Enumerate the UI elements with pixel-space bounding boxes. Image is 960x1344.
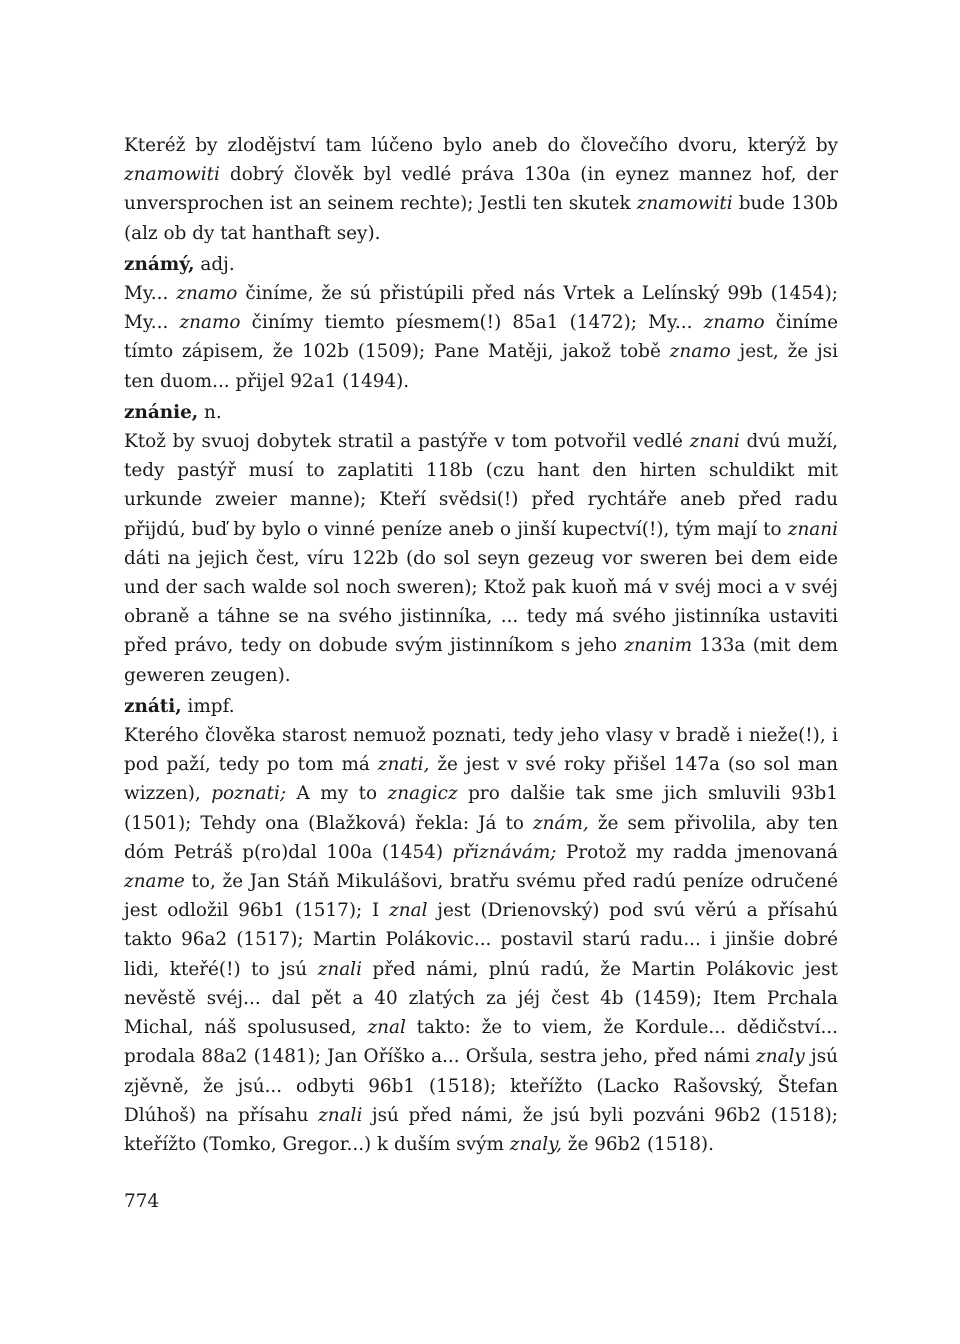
grammar-label: adj. xyxy=(194,253,235,275)
text-segment: My... xyxy=(124,283,177,305)
grammar-label: impf. xyxy=(181,695,235,717)
text-segment: dáti na jejich čest, víru 122b (do sol seyn gezeug vor sweren bei dem eide und der sach walde sol noch sweren); Ktož pak kuoň má v svéj moci a v svéj obraně a táhne se na svého jistinníka, ... tedy má svého jistinníka ustaviti před právo, tedy on dobude svým jistinníkom s jeho xyxy=(124,547,838,657)
text-segment: činímy tiemto píesmem(!) 85a1 (1472); My... xyxy=(240,312,704,334)
italic-form: znamo xyxy=(703,312,765,334)
text-segment: 133a (mit dem geweren zeugen). xyxy=(124,635,838,686)
text-segment: že 96b2 (1518). xyxy=(561,1133,714,1155)
headword: znáti, xyxy=(124,695,182,717)
headword-entry xyxy=(124,692,838,721)
italic-form: znamo xyxy=(179,312,241,334)
text-segment: Ktož by svuoj dobytek stratil a pastýře v tom potvořil vedlé xyxy=(124,431,690,453)
grammar-label: n. xyxy=(198,401,222,423)
italic-form: znamowiti xyxy=(636,193,733,215)
italic-form: znamowiti xyxy=(124,164,220,186)
citation-paragraph xyxy=(124,721,838,1159)
text-segment: činíme tímto zápisem, že 102b (1509); Pane Matěji, jakož tobě xyxy=(124,312,839,363)
citation-paragraph xyxy=(124,279,838,396)
italic-form: znati, xyxy=(377,754,430,776)
text-segment: pro dalšie tak sme jich smluvili 93b1 (1501); Tehdy ona (Blažková) řekla: Já to xyxy=(124,783,838,834)
italic-form: znal xyxy=(367,1017,406,1039)
text-segment: to, že Jan Stáň Mikulášovi, bratřu svému před radú peníze odručené jest odložil 96b1 (1517); I xyxy=(124,871,838,922)
italic-form: přiznávám; xyxy=(452,841,557,863)
headword-entry xyxy=(124,398,838,427)
headword: znánie, xyxy=(124,401,199,423)
page-number: 774 xyxy=(124,1191,160,1212)
text-segment: takto: že to viem, že Kordule... dědičství... prodala 88a2 (1481); Jan Oříško a... Oršula, sestra jeho, před námi xyxy=(124,1017,838,1068)
italic-form: znaly xyxy=(756,1046,805,1068)
text-segment: jsú před námi, že jsú byli pozváni 96b2 (1518); kteřížto (Tomko, Gregor...) k duším svým xyxy=(124,1104,838,1155)
text-segment: jsú zjěvně, že jsú... odbyti 96b1 (1518); kteřížto (Lacko Rašovský, Štefan Dlúhoš) na přísahu xyxy=(124,1046,838,1126)
italic-form: znani xyxy=(787,518,838,540)
text-segment: dvú muží, tedy pastýř musí to zaplatiti 118b (czu hant den hirten schuldikt mit urkunde zweier manne); Kteří svědsi(!) před rychtáře aneb před radu přijdú, buď by bylo o vinné peníze aneb o jinší kupectví(!), tým mají to xyxy=(124,431,838,540)
dictionary-page-body xyxy=(124,131,838,1159)
italic-form: znal xyxy=(389,900,428,922)
text-segment: že sem přivolila, aby ten dóm Petráš p(ro)dal 100a (1454) xyxy=(124,812,838,863)
italic-form: znamo xyxy=(176,283,238,305)
italic-form: znám, xyxy=(532,812,589,834)
text-segment: Kterého člověka starost nemuož poznati, tedy jeho vlasy v bradě i nieže(!), i pod paží, tedy po tom má xyxy=(124,725,838,776)
headword-entry xyxy=(124,250,838,279)
italic-form: znali xyxy=(317,958,362,980)
text-segment: před námi, plnú radú, že Martin Polákovic jest nevěstě svéj... dal pět a 40 zlatých za jéj čest 4b (1459); Item Prchala Michal, náš spolusused, xyxy=(124,958,838,1039)
italic-form: zname xyxy=(124,871,185,893)
italic-form: znamo xyxy=(669,341,731,363)
italic-form: poznati; xyxy=(211,783,287,805)
text-segment: činíme, že sú přistúpili před nás Vrtek a Lelínský 99b (1454); My... xyxy=(124,283,838,334)
italic-form: znaly, xyxy=(509,1133,562,1155)
headword: známý, xyxy=(124,253,195,275)
text-segment: bude 130b (alz ob dy tat hanthaft sey). xyxy=(124,193,838,244)
citation-paragraph xyxy=(124,131,838,248)
text-segment: A my to xyxy=(286,783,388,805)
italic-form: znani xyxy=(689,431,740,453)
text-segment: Kteréž by zlodějství tam lúčeno bylo aneb do človečího dvoru, kterýž by xyxy=(124,135,838,156)
text-segment: že jest v své roky přišel 147a (so sol man wizzen), xyxy=(124,754,838,805)
text-segment: Protož my radda jmenovaná xyxy=(556,841,838,863)
italic-form: znagicz xyxy=(387,783,458,805)
citation-paragraph xyxy=(124,427,838,690)
text-segment: jest, že jsi ten duom... přijel 92a1 (1494). xyxy=(124,341,838,392)
italic-form: znanim xyxy=(624,635,693,657)
text-segment: jest (Drienovský) pod svú věrú a přísahú takto 96a2 (1517); Martin Polákovic... postavil starú radu... i jinšie dobré lidi, kteřé(!) to jsú xyxy=(124,900,838,980)
italic-form: znali xyxy=(318,1104,363,1126)
text-segment: dobrý člověk byl vedlé práva 130a (in eynez mannez hof, der unversprochen ist an seinem rechte); Jestli ten skutek xyxy=(124,164,838,215)
